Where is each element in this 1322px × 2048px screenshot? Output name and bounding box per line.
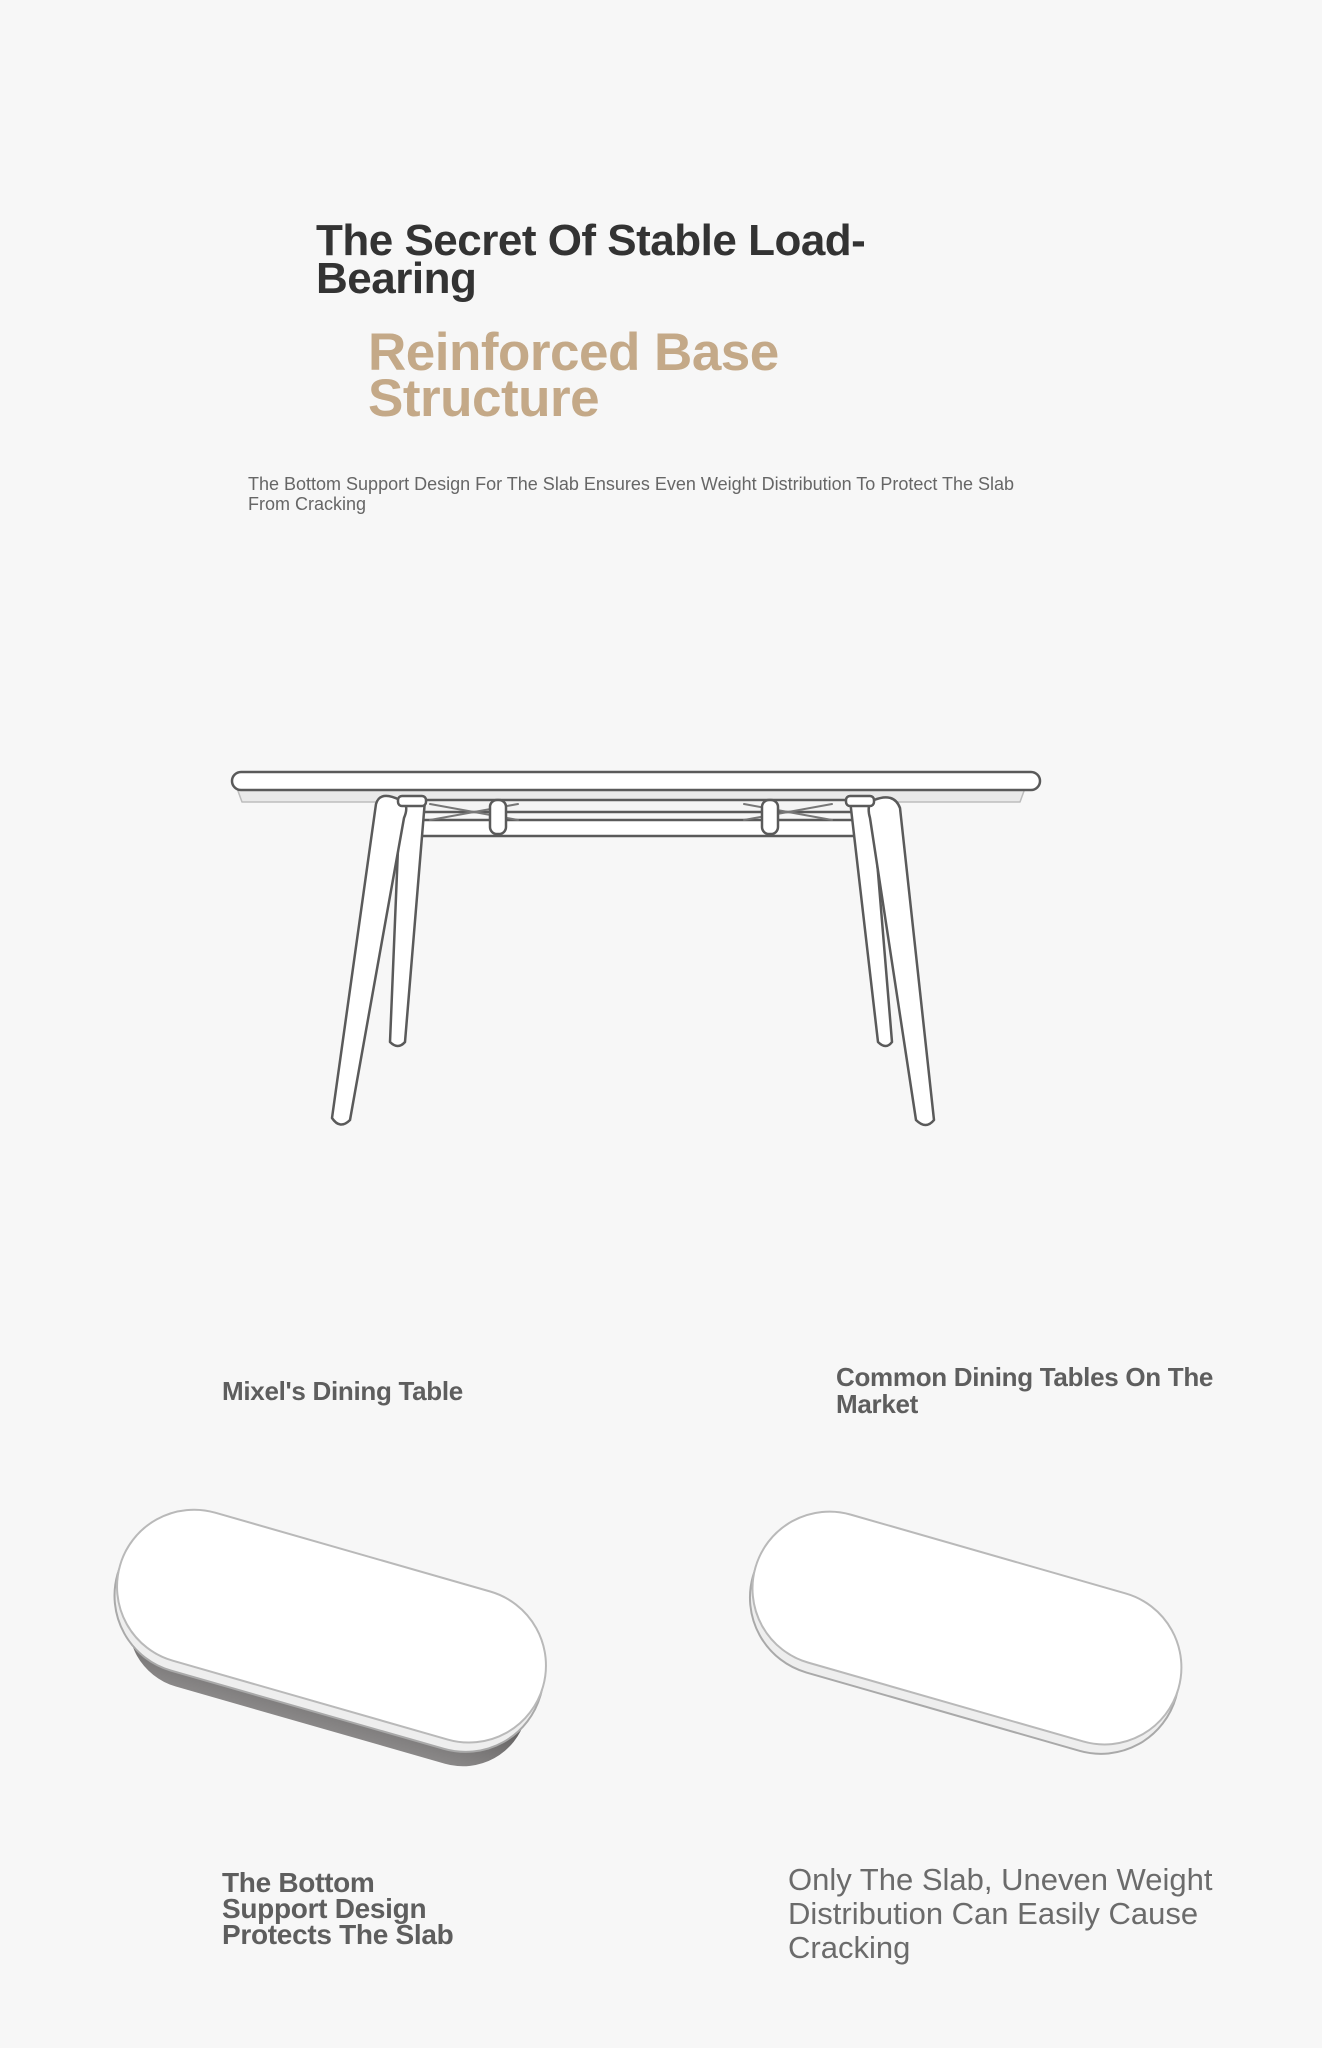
common-table-label: Common Dining Tables On The Market — [836, 1362, 1214, 1419]
slab-with-base-illustration — [100, 1490, 580, 1790]
mixel-caption: The Bottom Support Design Protects The Slab — [222, 1867, 454, 1950]
page-title: The Secret Of Stable Load-Bearing — [316, 216, 866, 303]
accent-title: Reinforced Base Structure — [368, 323, 779, 428]
subtitle: The Bottom Support Design For The Slab Ensures Even Weight Distribution To Protect The Slab From Cracking — [248, 474, 1015, 514]
mixel-table-label: Mixel's Dining Table — [222, 1376, 463, 1406]
slab-only-illustration — [736, 1490, 1216, 1790]
common-caption: Only The Slab, Uneven Weight Distribution Can Easily Cause Cracking — [788, 1862, 1213, 1965]
dining-table-illustration — [220, 760, 1050, 1140]
